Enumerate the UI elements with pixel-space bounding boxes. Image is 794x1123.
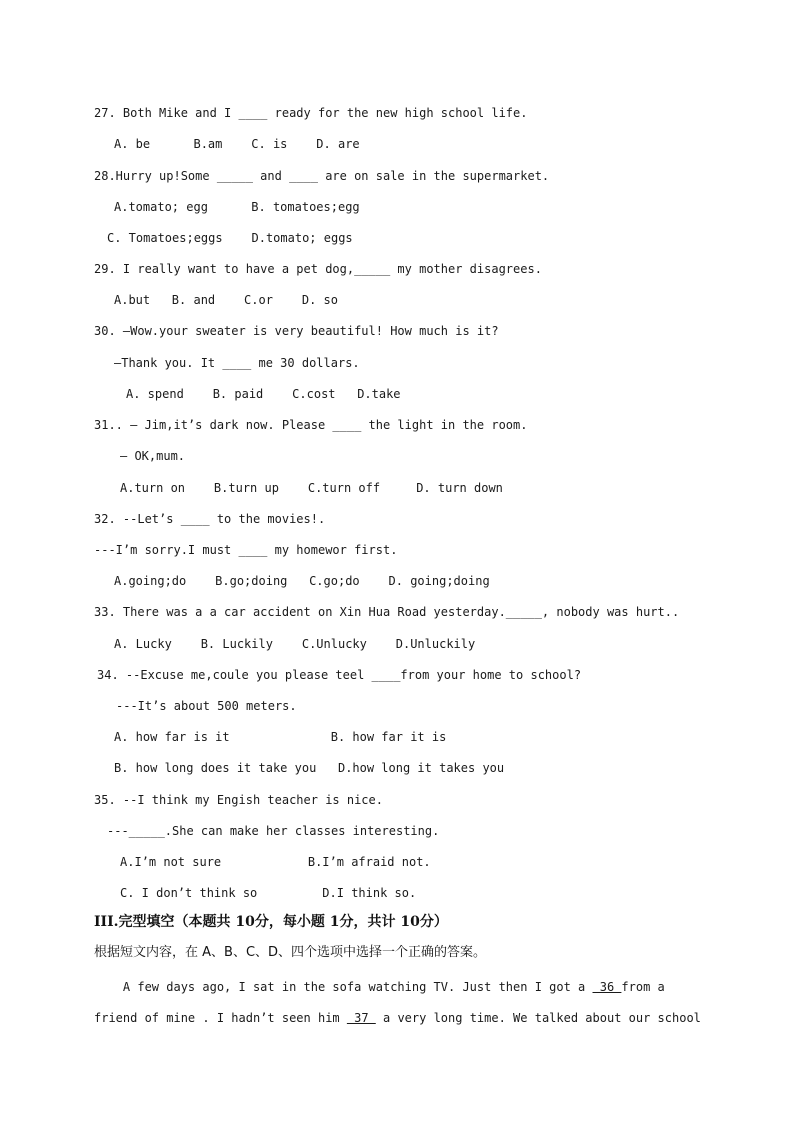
section-3-instruction: 根据短文内容，在 A、B、C、D、四个选项中选择一个正确的答案。 [94, 945, 487, 960]
question-32-stem: 32. --Let’s ____ to the movies!. [94, 512, 326, 526]
question-34-stem: 34. --Excuse me,coule you please teel ____from your home to school? [97, 668, 582, 682]
question-35-stem: 35. --I think my Engish teacher is nice. [94, 793, 383, 807]
passage-line-2 [94, 1010, 700, 1026]
blank-36: 36 [592, 980, 622, 994]
passage-text: friend of mine . I hadn’t seen him [94, 1011, 347, 1025]
question-30-reply: —Thank you. It ____ me 30 dollars. [114, 356, 360, 370]
question-28-options-row2: C. Tomatoes;eggs D.tomato; eggs [107, 231, 353, 245]
question-33-options: A. Lucky B. Luckily C.Unlucky D.Unluckily [114, 637, 476, 651]
question-30-options: A. spend B. paid C.cost D.take [126, 387, 401, 401]
question-35-options-row2: C. I don’t think so D.I think so. [120, 886, 417, 900]
question-31-stem: 31.. — Jim,it’s dark now. Please ____ the light in the room. [94, 418, 528, 432]
question-31-reply: — OK,mum. [120, 449, 186, 463]
question-27-stem: 27. Both Mike and I ____ ready for the new high school life. [94, 106, 528, 120]
question-29-options: A.but B. and C.or D. so [114, 293, 338, 307]
passage-text: A few days ago, I sat in the sofa watching TV. Just then I got a [94, 980, 593, 994]
question-28-stem: 28.Hurry up!Some _____ and ____ are on sale in the supermarket. [94, 169, 550, 183]
question-31-options: A.turn on B.turn up C.turn off D. turn down [120, 481, 503, 495]
passage-text: from a [621, 980, 665, 994]
question-30-stem: 30. —Wow.your sweater is very beautiful! How much is it? [94, 324, 499, 338]
passage-line-1 [94, 979, 700, 995]
question-34-reply: ---It’s about 500 meters. [116, 699, 297, 713]
question-34-options-row2: B. how long does it take you D.how long it takes you [114, 761, 505, 775]
section-3-title: III.完型填空（本题共 10分，每小题 1分，共计 10分） [94, 914, 448, 930]
question-35-reply: ---_____.She can make her classes interesting. [107, 824, 440, 838]
blank-37: 37 [346, 1011, 376, 1025]
question-28-options-row1: A.tomato; egg B. tomatoes;egg [114, 200, 360, 214]
question-32-options: A.going;do B.go;doing C.go;do D. going;doing [114, 574, 490, 588]
question-33-stem: 33. There was a a car accident on Xin Hua Road yesterday._____, nobody was hurt.. [94, 605, 680, 619]
question-35-options-row1: A.I’m not sure B.I’m afraid not. [120, 855, 431, 869]
question-27-options: A. be B.am C. is D. are [114, 137, 360, 151]
question-32-reply: ---I’m sorry.I must ____ my homewor first. [94, 543, 398, 557]
passage-text: a very long time. We talked about our school [375, 1011, 701, 1025]
question-34-options-row1: A. how far is it B. how far it is [114, 730, 447, 744]
question-29-stem: 29. I really want to have a pet dog,_____ my mother disagrees. [94, 262, 542, 276]
